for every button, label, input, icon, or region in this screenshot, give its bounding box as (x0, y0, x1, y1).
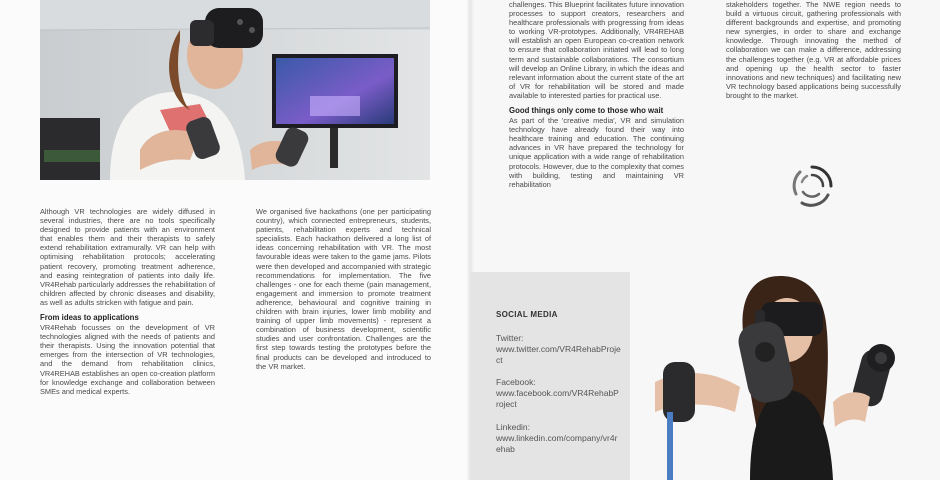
text-column-2 (256, 207, 431, 377)
twitter-label: Twitter: (496, 333, 524, 343)
linkedin-link[interactable]: www.linkedin.com/company/vr4rehab (496, 433, 618, 454)
paragraph: VR4Rehab focusses on the development of VR technologies aligned with the needs of patients and their therapists. Using the innovation potential that emerges from the intersection of VR technologies, and the demand from rehabilitation clinics, VR4REHAB establishes an open co-creation platform for knowledge exchange and collaboration between SMEs and medical experts. (40, 323, 216, 396)
section-heading: From ideas to applications (40, 313, 139, 323)
text-column-3 (509, 0, 684, 195)
twitter-block (496, 333, 621, 366)
linkedin-label: Linkedin: (496, 422, 531, 432)
social-media-title: SOCIAL MEDIA (496, 310, 558, 319)
text-column-1 (40, 207, 215, 402)
paragraph: We organised five hackathons (one per participating country), which connected entrepreneurs, students, patients, rehabilitation experts and technical specialists. Each hackathon delivered a long list of ideas concerning rehabilitation with VR. The most favourable ideas were taken to the game jams. Pilots were then developed and accompanied with strategic recommendations for implementation. The five challenges - one for each theme (pain management, engagement and immersion to promote treatment adherence, behavioural and cognitive training in children with brain injuries, lower limb mobility and training of upper limb movements) - represent a combination of business development, scientific studies and user confrontation. Challenges are the first step towards testing the prototypes before the final products can be developed and introduced to the VR market. (256, 207, 431, 371)
section-heading: Good things only come to those who wait (509, 106, 664, 116)
paragraph: challenges. This Blueprint facilitates future innovation processes to support creators, researchers and healthcare professionals with progressing from ideas to working VR-prototypes. Additionally, VR4REHAB will establish an open European co-creation network to ensure that collaboration initiated will lead to long term and sustainable collaborations. The consortium will develop an Online Library, in which the ideas and relevant information about the current state of the art of VR for rehabilitation will be stored and made available to interested parties for practical use. (509, 0, 684, 100)
vr-user-photo (655, 262, 905, 480)
text-column-4 (726, 0, 901, 106)
linkedin-block (496, 422, 621, 455)
facebook-block (496, 377, 621, 410)
paragraph: stakeholders together. The NWE region needs to build a virtuous circuit, gathering professionals with different backgrounds and expertise, and promoting new synergies, in order to share and exchange knowledge. Through innovating the method of collaboration we can make a difference, addressing the challenges together (e.g. VR at affordable prices and opening up the health sector to faster innovations and new techniques) and facilitating new VR technology based applications being successfully brought to the market. (726, 0, 901, 100)
twitter-link[interactable]: www.twitter.com/VR4RehabProject (496, 344, 621, 365)
vr-hackathon-photo (40, 0, 430, 180)
paragraph: Although VR technologies are widely diffused in several industries, there are no tools specifically designed to provide patients with an environment that enables them and their therapists to safely extend rehabilitation extramurally. VR can help with optimising rehabilitation protocols; accelerating patient recovery, promoting treatment adherence, and easing reintegration of patients into daily life. VR4Rehab particularly addresses the rehabilitation of children affected by chronic diseases and disability, as well as adults stricken with fatigue and pain. (40, 207, 215, 307)
facebook-label: Facebook: (496, 377, 536, 387)
facebook-link[interactable]: www.facebook.com/VR4RehabProject (496, 388, 619, 409)
vr4rehab-swirl-logo-icon (790, 164, 834, 208)
paragraph: As part of the 'creative media', VR and simulation technology have already found their way into healthcare training and education. The continuing advances in VR have prepared the technology for unique application with a wide range of rehabilitation protocols. However, due to the complexity that comes with building, testing and maintaining VR rehabilitation (509, 116, 684, 189)
